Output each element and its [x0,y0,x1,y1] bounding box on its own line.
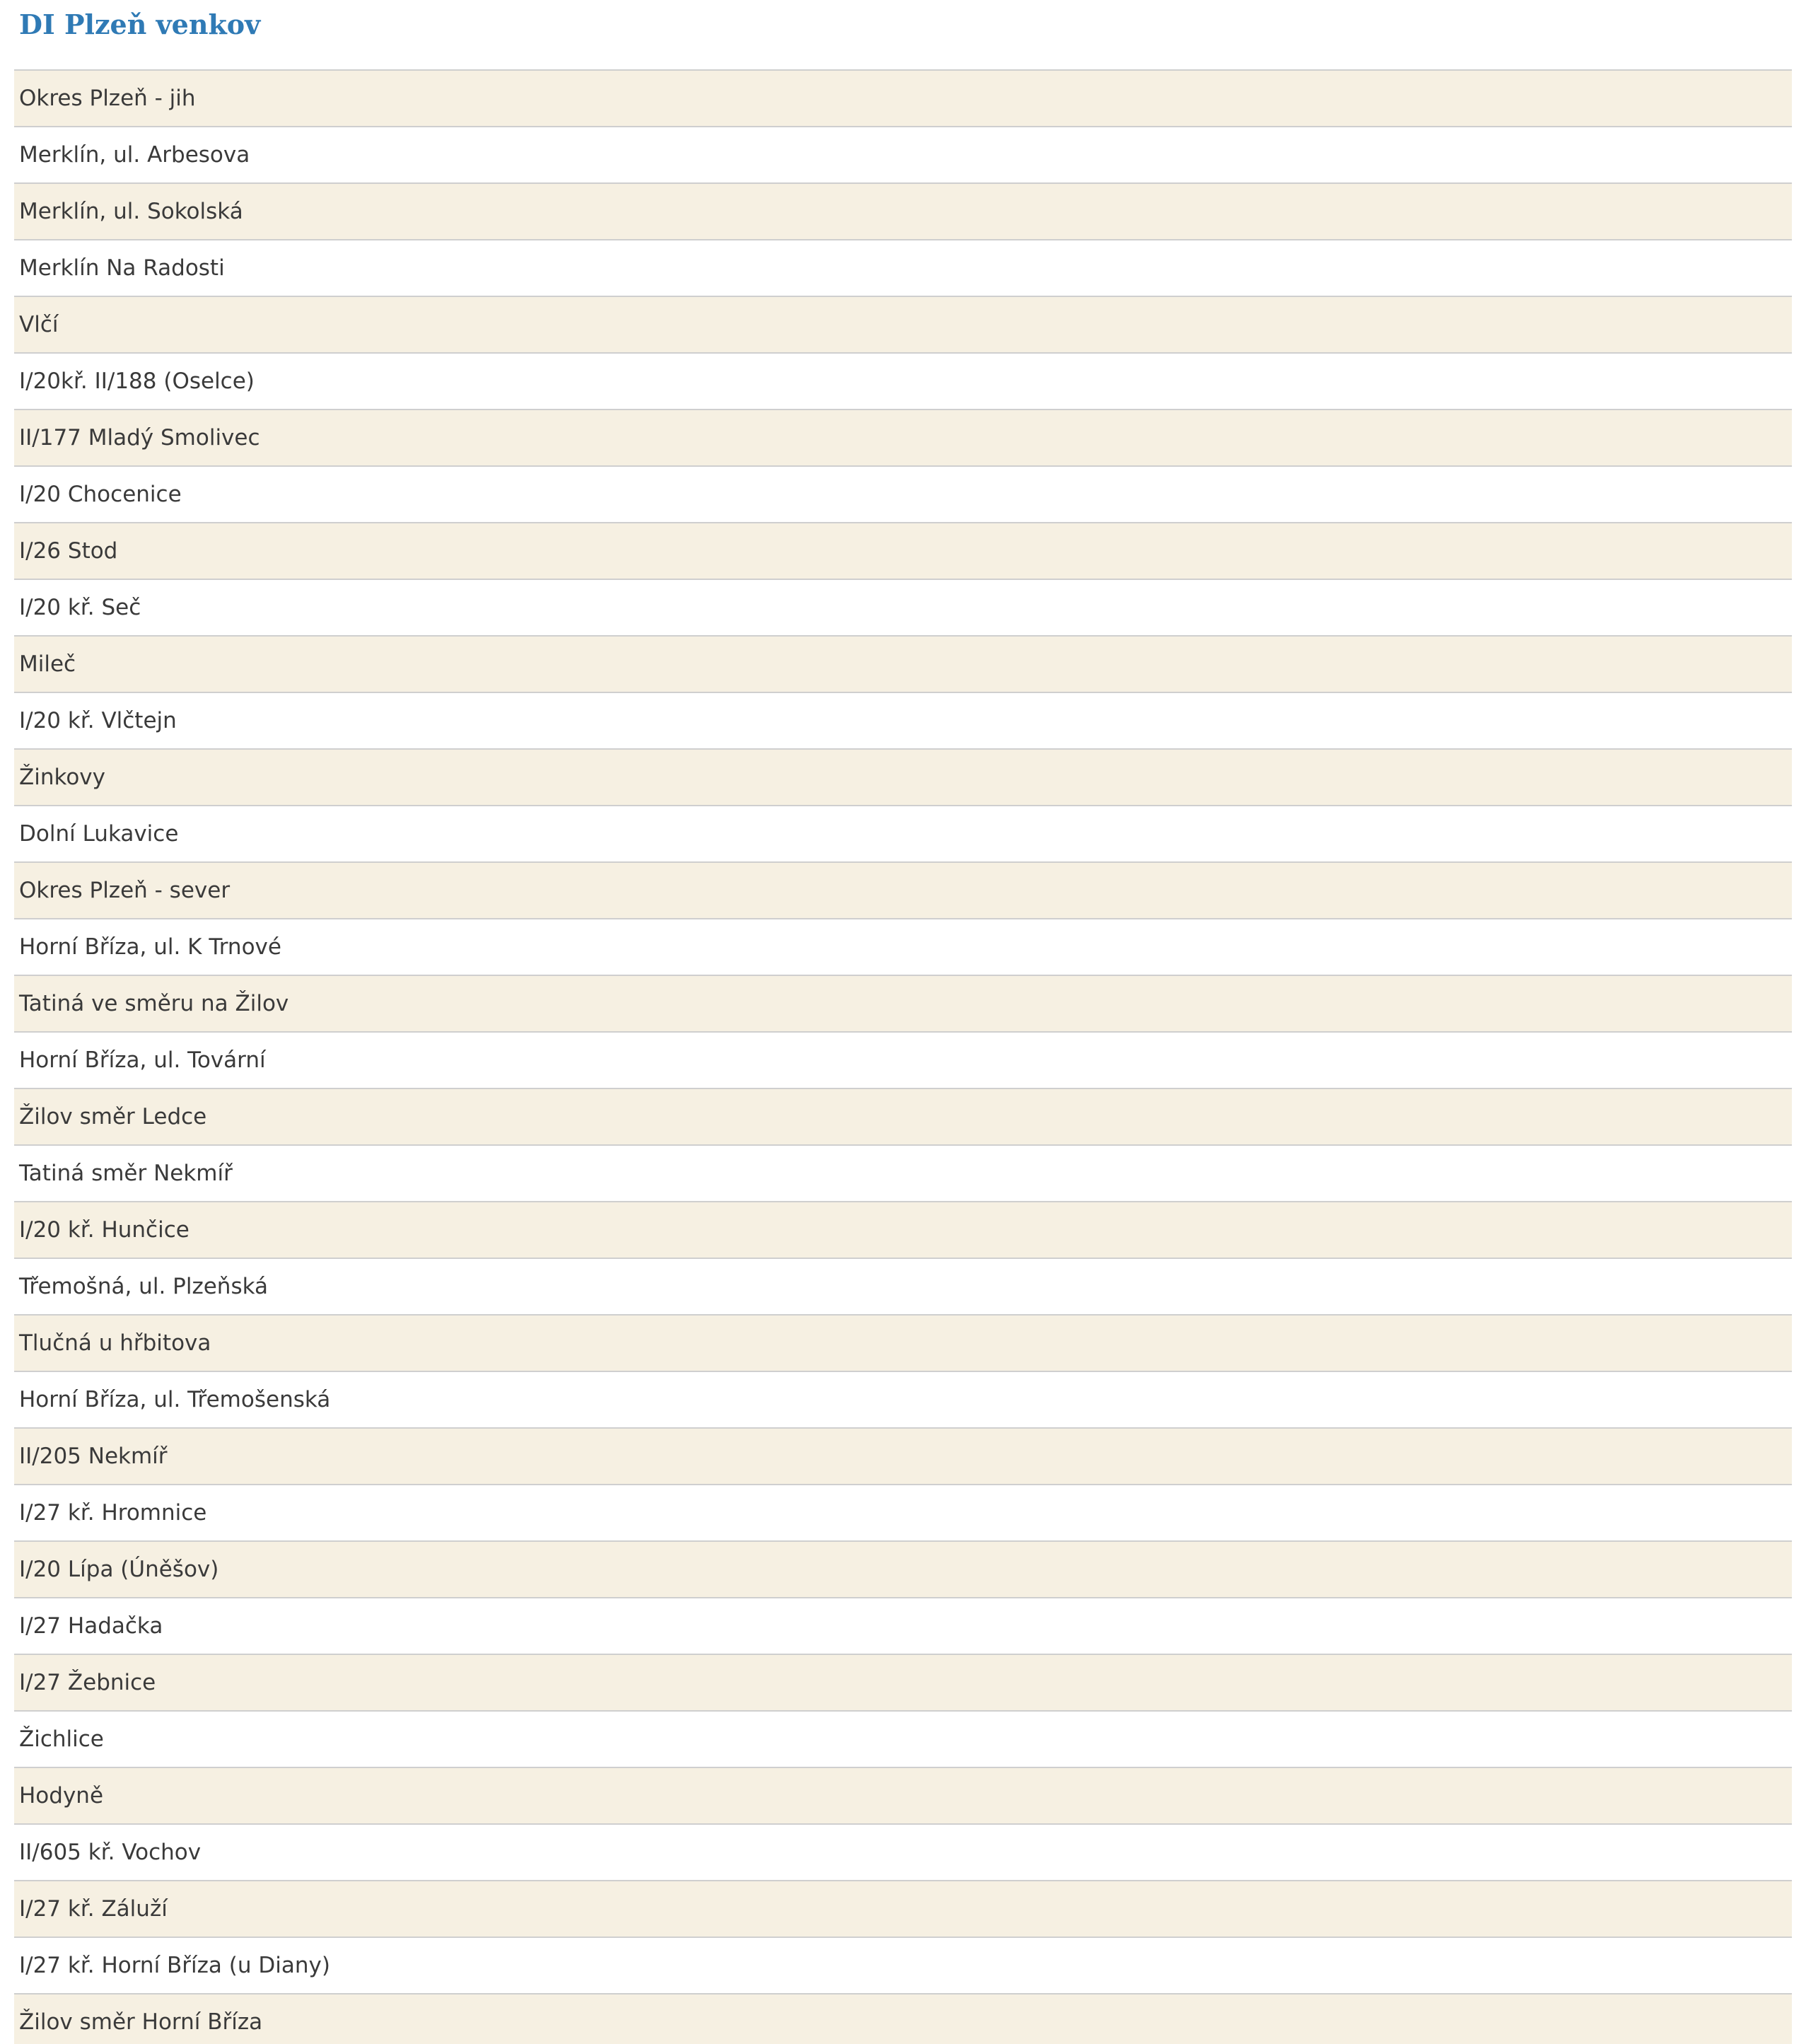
location-label: I/27 kř. Záluží [19,1896,168,1922]
location-row[interactable] [14,750,1792,806]
location-row[interactable] [14,863,1792,919]
location-row[interactable] [14,127,1792,184]
location-row[interactable] [14,1768,1792,1825]
location-label: I/20 kř. Vlčtejn [19,708,177,733]
location-row[interactable] [14,919,1792,976]
location-label: Žinkovy [19,765,106,790]
location-row[interactable] [14,637,1792,693]
location-row[interactable] [14,1655,1792,1712]
location-label: I/27 Hadačka [19,1613,163,1639]
location-row[interactable] [14,976,1792,1033]
location-row[interactable] [14,1712,1792,1768]
location-label: II/205 Nekmíř [19,1444,168,1469]
location-row[interactable] [14,1429,1792,1485]
location-label: Tatiná ve směru na Žilov [19,991,289,1016]
location-row[interactable] [14,523,1792,580]
location-label: Žilov směr Ledce [19,1104,207,1130]
location-label: Dolní Lukavice [19,821,179,847]
location-row[interactable] [14,1994,1792,2044]
location-row[interactable] [14,297,1792,354]
location-label: I/20 Chocenice [19,482,182,507]
section-heading: DI Plzeň venkov [19,8,261,40]
location-row[interactable] [14,467,1792,523]
location-label: I/20 kř. Seč [19,595,141,620]
location-row[interactable] [14,1881,1792,1938]
location-label: I/27 kř. Hromnice [19,1500,207,1526]
location-label: Horní Bříza, ul. K Trnové [19,934,281,960]
location-label: I/20kř. II/188 (Oselce) [19,368,255,394]
location-label: II/605 kř. Vochov [19,1840,202,1865]
location-label: Žichlice [19,1726,104,1752]
location-row[interactable] [14,1033,1792,1089]
location-row[interactable] [14,410,1792,467]
location-row[interactable] [14,806,1792,863]
location-row[interactable] [14,354,1792,410]
location-label: II/177 Mladý Smolivec [19,425,260,451]
location-row[interactable] [14,580,1792,637]
location-label: Okres Plzeň - jih [19,86,196,111]
location-label: Mileč [19,651,76,677]
location-label: Merklín, ul. Arbesova [19,142,250,168]
location-label: I/27 kř. Horní Bříza (u Diany) [19,1953,330,1978]
location-row[interactable] [14,1372,1792,1429]
location-row[interactable] [14,1542,1792,1598]
location-row[interactable] [14,1259,1792,1316]
location-label: I/27 Žebnice [19,1670,156,1695]
location-row[interactable] [14,1938,1792,1994]
location-label: Tlučná u hřbitova [19,1330,211,1356]
location-row[interactable] [14,1202,1792,1259]
location-row[interactable] [14,71,1792,127]
location-label: Merklín, ul. Sokolská [19,199,243,224]
location-label: Třemošná, ul. Plzeňská [19,1274,269,1299]
location-label: I/20 Lípa (Úněšov) [19,1557,219,1582]
location-list [14,69,1792,2044]
location-label: Merklín Na Radosti [19,255,225,281]
location-row[interactable] [14,240,1792,297]
location-row[interactable] [14,1825,1792,1881]
location-label: Horní Bříza, ul. Třemošenská [19,1387,331,1412]
location-label: Žilov směr Horní Bříza [19,2009,263,2035]
location-label: Okres Plzeň - sever [19,878,231,903]
location-row[interactable] [14,184,1792,240]
location-label: Hodyně [19,1783,104,1808]
location-row[interactable] [14,693,1792,750]
location-label: Vlčí [19,312,59,337]
location-row[interactable] [14,1089,1792,1146]
location-label: I/26 Stod [19,538,118,564]
location-row[interactable] [14,1146,1792,1202]
location-label: I/20 kř. Hunčice [19,1217,190,1243]
location-row[interactable] [14,1316,1792,1372]
location-label: Tatiná směr Nekmíř [19,1161,233,1186]
location-row[interactable] [14,1598,1792,1655]
location-label: Horní Bříza, ul. Tovární [19,1047,266,1073]
location-row[interactable] [14,1485,1792,1542]
